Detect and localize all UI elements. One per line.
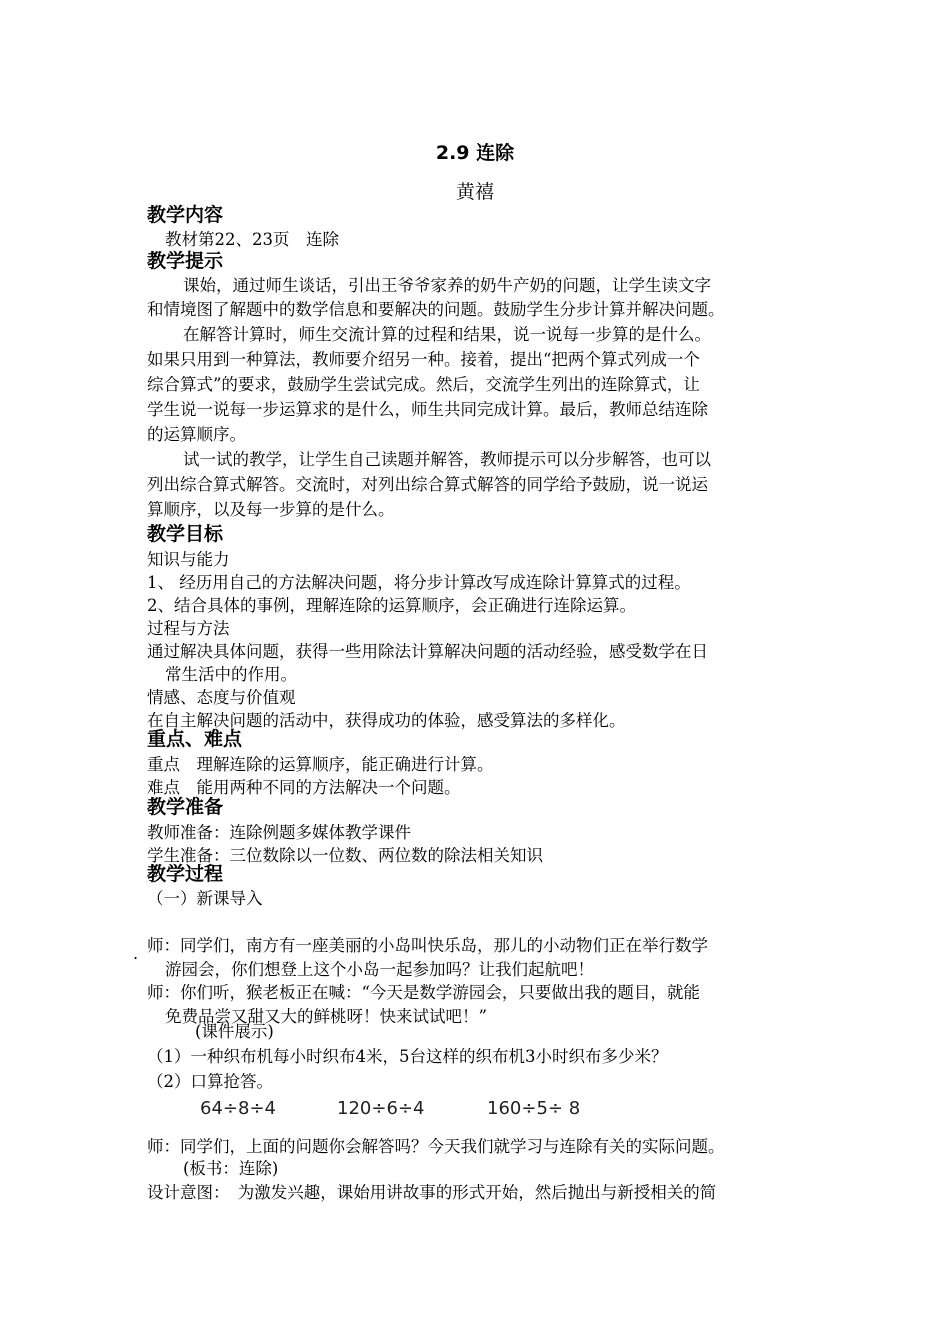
heading-hints: 教学提示 [147, 250, 224, 272]
heading-objectives: 教学目标 [147, 523, 224, 545]
paragraph-line: 学生准备：三位数除以一位数、两位数的除法相关知识 [147, 846, 543, 865]
question-line: （2）口算抢答。 [147, 1072, 273, 1091]
paragraph-line: 重点 理解连除的运算顺序，能正确进行计算。 [147, 755, 494, 774]
math-expression: 64÷8÷4 [200, 1098, 276, 1119]
paragraph-line: 师：同学们，上面的问题你会解答吗？今天我们就学习与连除有关的实际问题。 [147, 1137, 725, 1156]
heading-key-points: 重点、难点 [147, 728, 243, 750]
paragraph-line: 如果只用到一种算法，教师要介绍另一种。接着，提出“把两个算式列成一个 [147, 350, 700, 369]
paragraph-line: 师：同学们，南方有一座美丽的小岛叫快乐岛，那儿的小动物们正在举行数学 [147, 936, 708, 955]
paragraph-line: 教师准备：连除例题多媒体教学课件 [147, 823, 411, 842]
paragraph-line: (板书：连除) [183, 1159, 279, 1178]
paragraph-line: 游园会，你们想登上这个小岛一起参加吗？让我们起航吧！ [165, 960, 594, 979]
list-item: 1、 经历用自己的方法解决问题，将分步计算改写成连除计算算式的过程。 [147, 573, 691, 592]
paragraph-line: 教材第22、23页 连除 [165, 230, 339, 249]
math-expression: 120÷6÷4 [337, 1098, 425, 1119]
subheading: 情感、态度与价值观 [147, 688, 296, 707]
paragraph-line: 综合算式”的要求，鼓励学生尝试完成。然后，交流学生列出的连除算式，让 [147, 375, 700, 394]
paragraph-line: 课始，通过师生谈话，引出王爷爷家养的奶牛产奶的问题，让学生读文字 [183, 276, 711, 295]
paragraph-line: 师：你们听，猴老板正在喊：“今天是数学游园会，只要做出我的题目，就能 [147, 983, 700, 1002]
paragraph-line: 算顺序，以及每一步算的是什么。 [147, 500, 395, 519]
math-expression: 160÷5÷ 8 [487, 1098, 581, 1119]
paragraph-line: 列出综合算式解答。交流时，对列出综合算式解答的同学给予鼓励，说一说运 [147, 475, 708, 494]
paragraph-line: 设计意图： 为激发兴趣，课始用讲故事的形式开始，然后抛出与新授相关的简 [147, 1183, 717, 1202]
author-name: 黄禧 [455, 181, 494, 203]
heading-content: 教学内容 [147, 204, 224, 226]
paragraph-line: 常生活中的作用。 [165, 665, 297, 684]
paragraph-line: 的运算顺序。 [147, 425, 246, 444]
heading-process: 教学过程 [147, 863, 224, 885]
heading-preparation: 教学准备 [147, 796, 224, 818]
paragraph-line: 通过解决具体问题，获得一些用除法计算解决问题的活动经验，感受数学在日 [147, 642, 708, 661]
question-line: （1）一种织布机每小时织布4米，5台这样的织布机3小时织布多少米？ [147, 1047, 668, 1066]
paragraph-line: 和情境图了解题中的数学信息和要解决的问题。鼓励学生分步计算并解决问题。 [147, 300, 725, 319]
paragraph-line: 在解答计算时，师生交流计算的过程和结果，说一说每一步算的是什么。 [183, 325, 711, 344]
subheading: （一）新课导入 [147, 889, 263, 908]
list-item: 2、结合具体的事例，理解连除的运算顺序，会正确进行连除运算。 [147, 596, 636, 615]
subheading: 知识与能力 [147, 550, 230, 569]
paragraph-line: 学生说一说每一步运算求的是什么，师生共同完成计算。最后，教师总结连除 [147, 400, 708, 419]
paragraph-line: 难点 能用两种不同的方法解决一个问题。 [147, 778, 461, 797]
paragraph-line: (课件展示) [195, 1022, 274, 1041]
lesson-title: 2.9 连除 [435, 142, 515, 164]
paragraph-line: 免费品尝又甜又大的鲜桃呀！快来试试吧！” [165, 1007, 487, 1026]
paragraph-line: 试一试的教学，让学生自己读题并解答，教师提示可以分步解答，也可以 [183, 450, 711, 469]
stray-dot: . [133, 944, 139, 963]
subheading: 过程与方法 [147, 619, 230, 638]
paragraph-line: 在自主解决问题的活动中，获得成功的体验，感受算法的多样化。 [147, 711, 626, 730]
